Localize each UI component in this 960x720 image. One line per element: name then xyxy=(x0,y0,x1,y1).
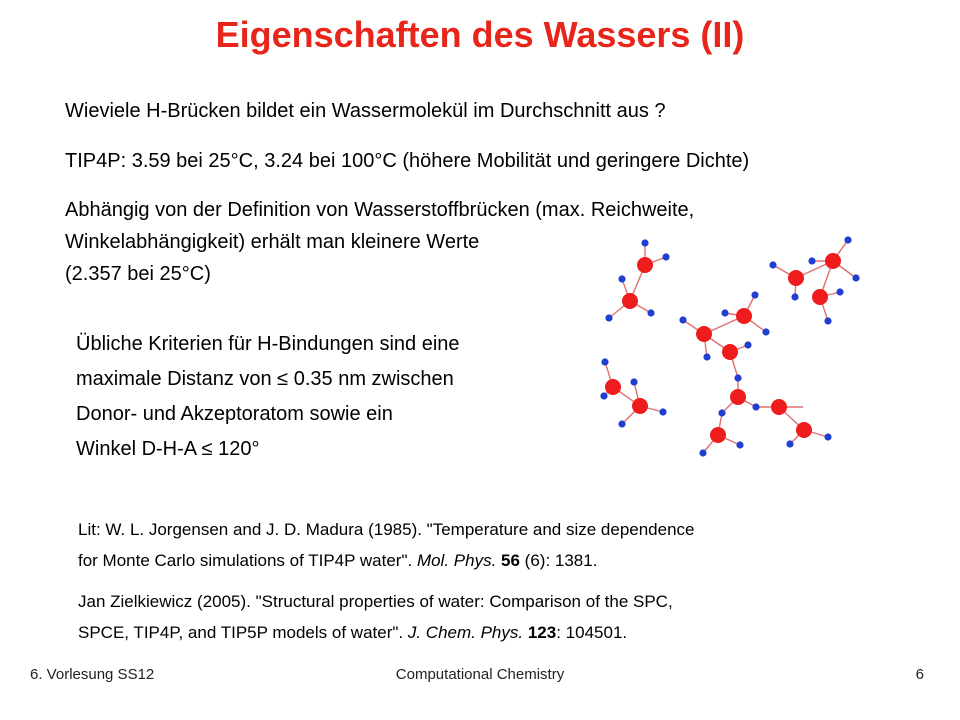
criteria-line-3: Donor- und Akzeptoratom sowie ein xyxy=(76,403,393,425)
reference-zielkiewicz xyxy=(78,586,673,648)
definition-line-1: Abhängig von der Definition von Wasserstoffbrücken (max. Reichweite, xyxy=(65,199,695,221)
question-text: Wieviele H-Brücken bildet ein Wassermolekül im Durchschnitt aus ? xyxy=(65,100,666,122)
slide-title: Eigenschaften des Wassers (II) xyxy=(215,14,745,55)
reference-zielkiewicz-line-1: Jan Zielkiewicz (2005). "Structural properties of water: Comparison of the SPC, xyxy=(78,592,673,611)
criteria-line-1: Übliche Kriterien für H-Bindungen sind eine xyxy=(76,333,460,355)
reference-zielkiewicz-journal: J. Chem. Phys. xyxy=(407,623,524,642)
definition-line-2: Winkelabhängigkeit) erhält man kleinere Werte xyxy=(65,231,480,253)
water-cluster-illustration xyxy=(580,228,870,460)
reference-jorgensen xyxy=(78,514,695,576)
reference-zielkiewicz-title-end: SPCE, TIP4P, and TIP5P models of water". xyxy=(78,623,408,642)
reference-jorgensen-journal: Mol. Phys. xyxy=(416,551,497,570)
criteria-line-4: Winkel D-H-A ≤ 120° xyxy=(76,438,260,460)
footer-page-number: 6 xyxy=(915,666,924,683)
reference-jorgensen-line-2 xyxy=(78,545,695,576)
tip4p-text: TIP4P: 3.59 bei 25°C, 3.24 bei 100°C (höhere Mobilität und geringere Dichte) xyxy=(65,150,750,172)
definition-line-3: (2.357 bei 25°C) xyxy=(65,263,211,285)
reference-jorgensen-title-end: for Monte Carlo simulations of TIP4P water". xyxy=(78,551,417,570)
reference-jorgensen-pages: (6): 1381. xyxy=(519,551,598,570)
reference-jorgensen-volume: 56 xyxy=(501,551,520,570)
criteria-paragraph xyxy=(76,327,460,467)
reference-zielkiewicz-line-2 xyxy=(78,617,673,648)
reference-zielkiewicz-pages: : 104501. xyxy=(556,623,628,642)
footer-lecture: 6. Vorlesung SS12 xyxy=(30,666,155,683)
reference-zielkiewicz-volume: 123 xyxy=(527,623,557,642)
reference-jorgensen-line-1: Lit: W. L. Jorgensen and J. D. Madura (1985). "Temperature and size dependence xyxy=(78,520,695,539)
footer-course: Computational Chemistry xyxy=(395,666,565,683)
criteria-line-2: maximale Distanz von ≤ 0.35 nm zwischen xyxy=(76,368,454,390)
